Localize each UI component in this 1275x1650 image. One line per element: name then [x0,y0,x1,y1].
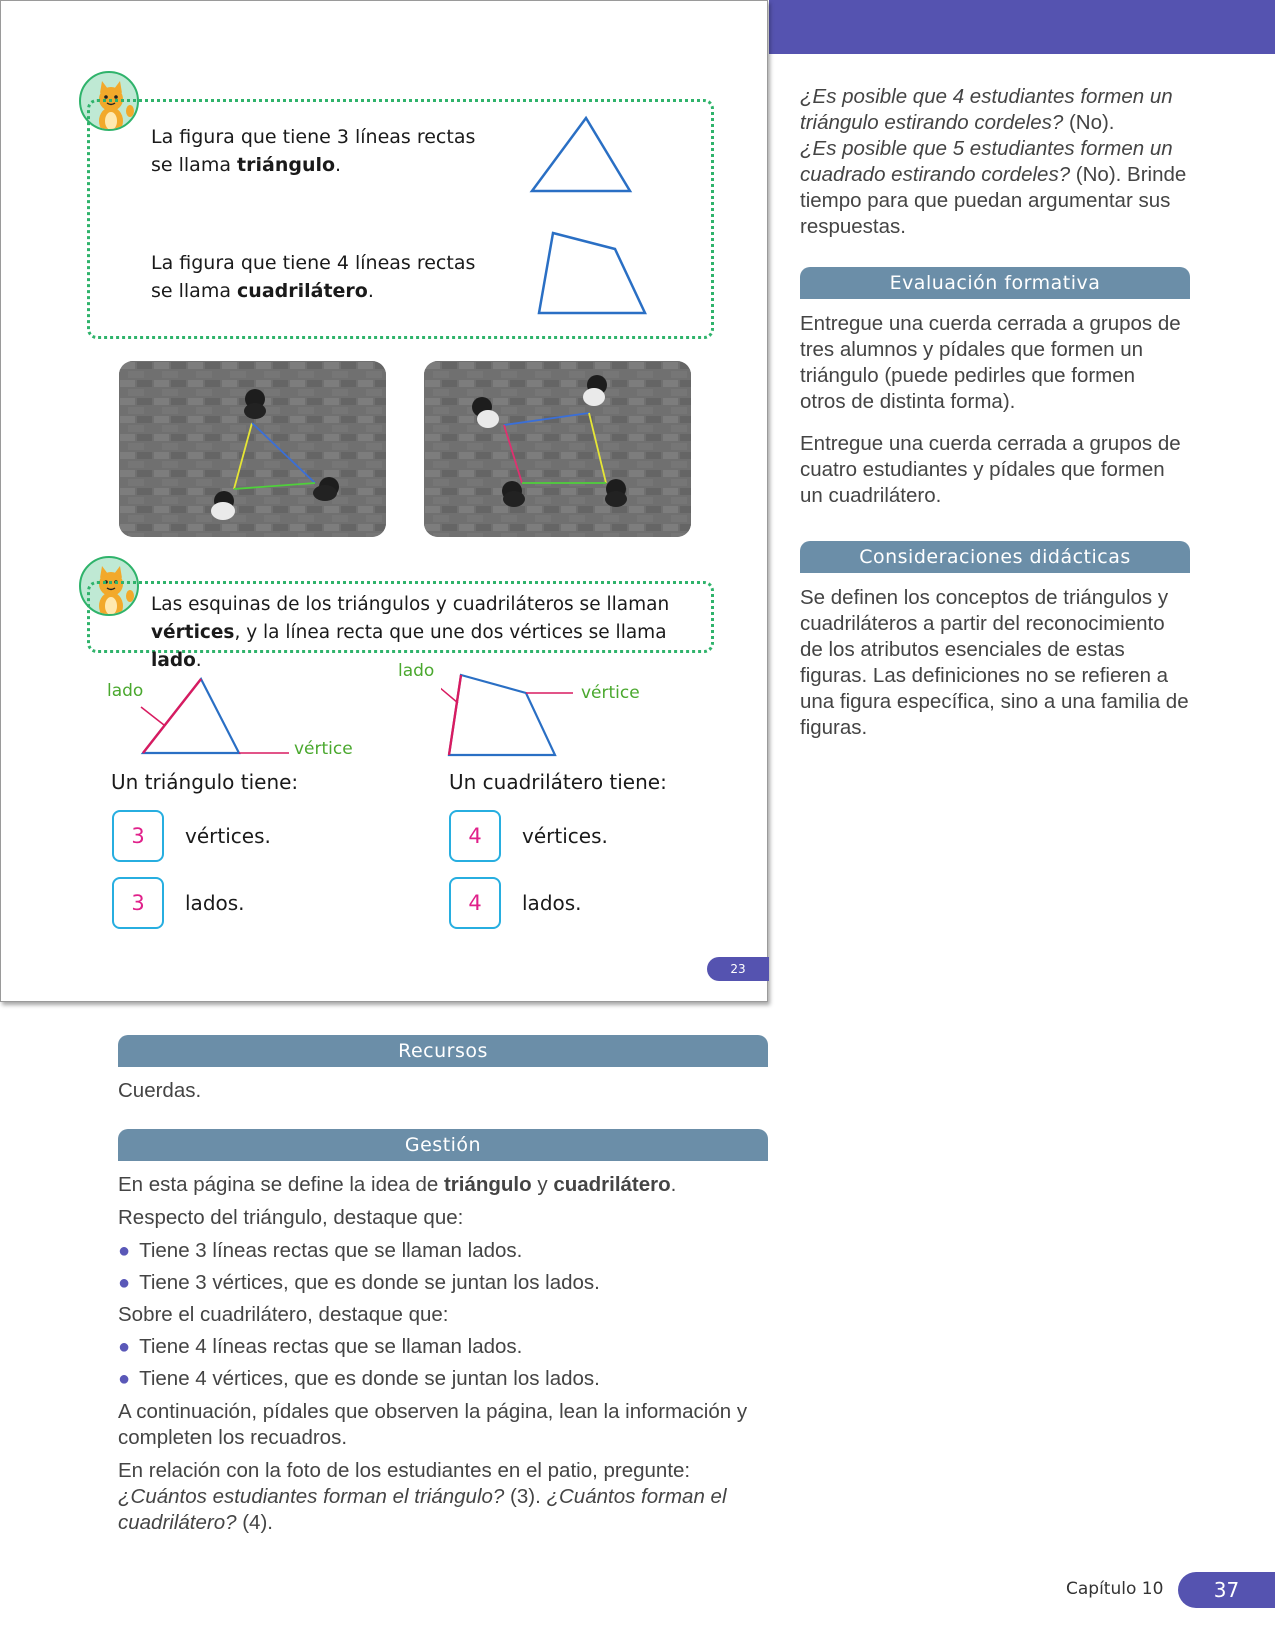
photo-students-quadrilateral [424,361,691,537]
vertices-note: Las esquinas de los triángulos y cuadriláteros se llaman vértices, y la línea recta que une dos vértices se llama lado. [151,594,670,671]
quad-sides-label: lados. [522,891,582,915]
recursos-text: Cuerdas. [118,1079,202,1102]
gestion-p4: A continuación, pídales que observen la página, lean la información y completen los recuadros. [118,1400,748,1449]
quad-sides-box[interactable]: 4 [449,877,501,929]
triangle-figure [526,113,636,195]
evaluacion-p1: Entregue una cuerda cerrada a grupos de tres alumnos y pídales que formen un triángulo (puede pedirles que formen otros de distinta forma). [800,312,1181,413]
gestion-p5: En relación con la foto de los estudiantes en el patio, pregunte: ¿Cuántos estudiantes forman el triángulo? (3). ¿Cuántos forman el cuadrilátero? (4). [118,1459,727,1534]
quadrilateral-definition: La figura que tiene 4 líneas rectas se llama cuadrilátero. [151,252,476,302]
quad-vertex-label: vértice [581,683,640,703]
quad-vertices-label: vértices. [522,824,608,848]
student-page-thumbnail [0,0,768,1002]
evaluacion-header: Evaluación formativa [800,267,1190,299]
triangle-definition: La figura que tiene 3 líneas rectas se llama triángulo. [151,126,476,176]
consideraciones-header: Consideraciones didácticas [800,541,1190,573]
triangle-vertices-box[interactable]: 3 [112,810,164,862]
chapter-label: Capítulo 10 [1066,1579,1164,1599]
gestion-p1: En esta página se define la idea de triángulo y cuadrilátero. [118,1173,677,1196]
bullet-icon: ● [118,1272,131,1294]
photo-students-triangle [119,361,386,537]
evaluacion-p2: Entregue una cuerda cerrada a grupos de cuatro estudiantes y pídales que formen un cuadrilátero. [800,432,1181,507]
quad-side-label: lado [398,661,435,681]
labeled-triangle-diagram [131,673,301,759]
header-bar [769,0,1275,54]
quad-count-heading: Un cuadrilátero tiene: [449,770,667,794]
gestion-bullet-3: ● Tiene 4 líneas rectas que se llaman lados. [118,1335,523,1358]
quadrilateral-figure [531,227,651,317]
triangle-sides-box[interactable]: 3 [112,877,164,929]
triangle-vertices-label: vértices. [185,824,271,848]
triangle-vertex-label: vértice [294,739,353,759]
gestion-bullet-4: ● Tiene 4 vértices, que es donde se juntan los lados. [118,1367,600,1390]
triangle-side-label: lado [107,681,144,701]
gestion-p2: Respecto del triángulo, destaque que: [118,1206,464,1229]
student-page-number: 23 [707,957,769,981]
bullet-icon: ● [118,1368,131,1390]
quad-vertices-box[interactable]: 4 [449,810,501,862]
labeled-quadrilateral-diagram [441,669,591,761]
triangle-count-heading: Un triángulo tiene: [111,770,299,794]
recursos-header: Recursos [118,1035,768,1067]
gestion-p3: Sobre el cuadrilátero, destaque que: [118,1303,449,1326]
gestion-bullet-1: ● Tiene 3 líneas rectas que se llaman lados. [118,1239,523,1262]
intro-questions: ¿Es posible que 4 estudiantes formen un triángulo estirando cordeles? (No). ¿Es posible que 5 estudiantes formen un cuadrado estirando cordeles? (No). Brinde tiempo para que puedan argumentar sus respuestas. [800,85,1187,238]
page-number-badge: 37 [1178,1572,1275,1608]
gestion-header: Gestión [118,1129,768,1161]
bullet-icon: ● [118,1336,131,1358]
consideraciones-p1: Se definen los conceptos de triángulos y cuadriláteros a partir del reconocimiento de los atributos esenciales de estas figuras. Las definiciones no se refieren a una figura específica, sino a una familia de figuras. [800,586,1189,739]
bullet-icon: ● [118,1240,131,1262]
triangle-sides-label: lados. [185,891,245,915]
gestion-bullet-2: ● Tiene 3 vértices, que es donde se juntan los lados. [118,1271,600,1294]
